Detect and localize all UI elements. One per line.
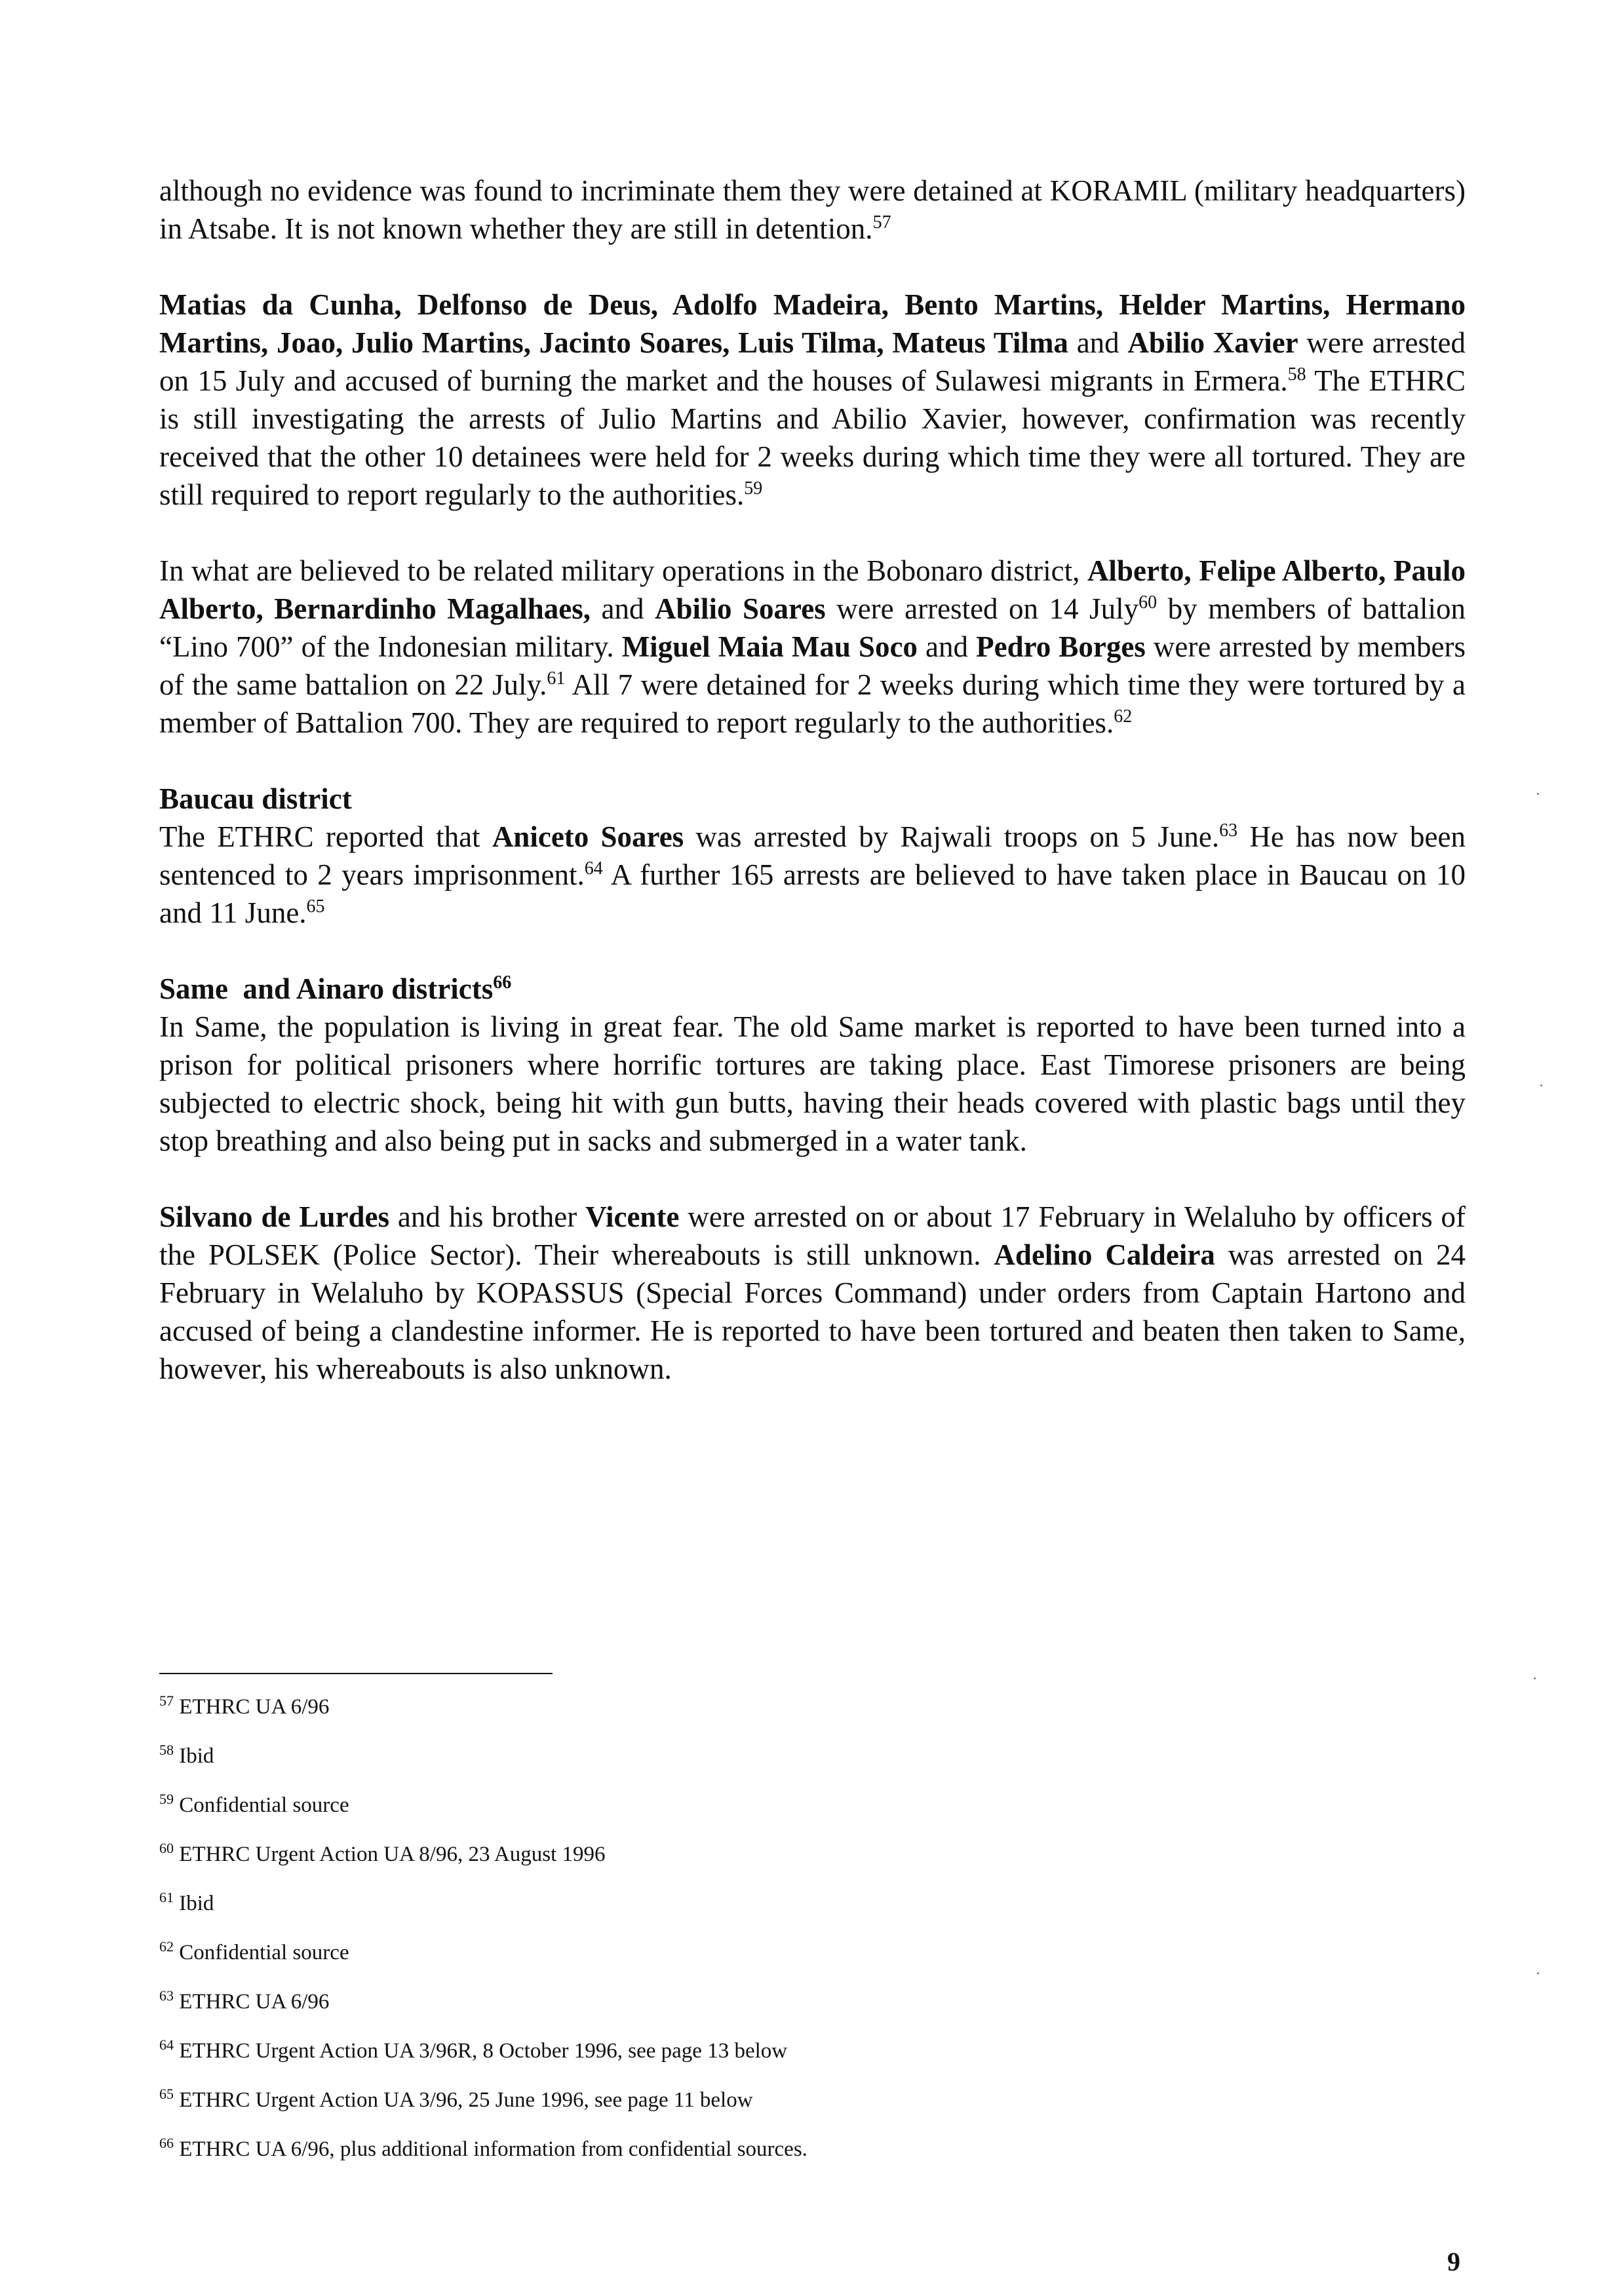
footnotes (159, 1683, 1466, 2174)
footnote-ref-63[interactable]: 63 (1219, 820, 1238, 841)
footnote-64 (159, 2027, 1466, 2076)
footnote-60 (159, 1830, 1466, 1879)
footnote-text: ETHRC Urgent Action UA 3/96R, 8 October 1996, see page 13 below (179, 2039, 788, 2063)
footnote-text: ETHRC UA 6/96 (179, 1695, 330, 1719)
footnote-57 (159, 1683, 1466, 1732)
paragraph-welaluho-arrests (159, 1198, 1466, 1388)
footnote-ref-57[interactable]: 57 (872, 212, 891, 233)
footnote-number: 60 (159, 1840, 174, 1856)
scan-speck (1537, 1972, 1539, 1974)
footnote-number: 62 (159, 1938, 174, 1955)
paragraph-atsabe-detention (159, 172, 1466, 248)
footnote-number: 65 (159, 2086, 174, 2102)
paragraph-text: and (1068, 326, 1128, 359)
paragraph-text: although no evidence was found to incriminate them they were detained at KORAMIL (military headquarters) in Atsabe. It is not known whether they are still in detention. (159, 174, 1466, 245)
footnote-66 (159, 2125, 1466, 2174)
detainee-name: Pedro Borges (976, 630, 1146, 663)
footnote-65 (159, 2076, 1466, 2125)
footnote-number: 66 (159, 2135, 174, 2151)
paragraph-text: All 7 were detained for 2 weeks during which time they were tortured by a member of Battalion 700. They are required to report regularly to the authorities. (159, 668, 1466, 739)
footnote-text: Ibid (179, 1892, 214, 1915)
paragraph-text: The ETHRC is still investigating the arrests of Julio Martins and Abilio Xavier, however, confirmation was recently received that the other 10 detainees were held for 2 weeks during which time they were all tortured. They are still required to report regularly to the authorities. (159, 364, 1466, 511)
detainee-names: Alberto, Felipe Alberto, Paulo Alberto, Bernardinho Magalhaes, (159, 554, 1466, 625)
paragraph-ermera-arrests (159, 286, 1466, 514)
footnote-text: Confidential source (179, 1941, 349, 1964)
footnote-number: 58 (159, 1742, 174, 1758)
detainee-name: Adelino Caldeira (994, 1238, 1215, 1271)
detainee-name: Silvano de Lurdes (159, 1200, 389, 1233)
footnote-text: ETHRC UA 6/96 (179, 1990, 330, 2014)
paragraph-text: were arrested on or about 17 February in Welaluho by officers of the POLSEK (Police Sector). Their whereabouts is still unknown. (159, 1200, 1466, 1271)
paragraph-text: were arrested on 15 July and accused of burning the market and the houses of Sulawesi migrants in Ermera. (159, 326, 1466, 397)
detainee-name: Vicente (585, 1200, 680, 1233)
scan-speck (1540, 1084, 1542, 1086)
paragraph-text: In what are believed to be related military operations in the Bobonaro district, (159, 554, 1087, 587)
footnote-text: ETHRC Urgent Action UA 8/96, 23 August 1996 (179, 1843, 606, 1866)
footnote-ref-66[interactable]: 66 (493, 972, 512, 993)
detainee-name: Aniceto Soares (492, 820, 684, 853)
footnote-58 (159, 1732, 1466, 1781)
section-heading-baucau: Baucau district (159, 782, 352, 815)
paragraph-text: by members of battalion “Lino 700” of the Indonesian military. (159, 592, 1466, 663)
paragraph-text: and (917, 630, 977, 663)
detainee-name: Abilio Soares (654, 592, 826, 625)
footnote-number: 63 (159, 1987, 174, 2004)
heading-text: Same and Ainaro districts (159, 972, 494, 1005)
footnote-number: 64 (159, 2037, 174, 2053)
section-heading-same-ainaro (159, 970, 1466, 1008)
footnote-63 (159, 1978, 1466, 2027)
detainee-name: Abilio Xavier (1127, 326, 1298, 359)
footnote-59 (159, 1781, 1466, 1830)
footnote-ref-58[interactable]: 58 (1287, 364, 1306, 385)
detainee-name: Miguel Maia Mau Soco (621, 630, 918, 663)
paragraph-bobonaro-operations (159, 552, 1466, 742)
paragraph-same: In Same, the population is living in great fear. The old Same market is reported to have been turned into a prison for political prisoners where horrific tortures are taking place. East Timorese prisoners are being subjected to electric shock, being hit with gun butts, having their heads covered with plastic bags until they stop breathing and also being put in sacks and submerged in a water tank. (159, 1010, 1466, 1157)
paragraph-text: were arrested on 14 July (825, 592, 1139, 625)
footnote-62 (159, 1928, 1466, 1978)
footnote-separator (159, 1673, 553, 1674)
footnote-number: 61 (159, 1889, 174, 1905)
paragraph-text: and his brother (389, 1200, 586, 1233)
paragraph-text: The ETHRC reported that (159, 820, 492, 853)
paragraph-text: were arrested by members of the same battalion on 22 July. (159, 630, 1466, 701)
footnote-text: Ibid (179, 1744, 214, 1768)
paragraph-text: A further 165 arrests are believed to have taken place in Baucau on 10 and 11 June. (159, 858, 1466, 929)
footnote-number: 57 (159, 1693, 174, 1709)
page-number: 9 (1447, 2247, 1460, 2276)
paragraph-baucau (159, 818, 1466, 932)
scan-speck (1537, 793, 1539, 795)
paragraph-text: He has now been sentenced to 2 years imprisonment. (159, 820, 1466, 891)
footnote-number: 59 (159, 1791, 174, 1807)
footnote-ref-60[interactable]: 60 (1138, 592, 1158, 613)
footnote-ref-64[interactable]: 64 (584, 858, 603, 879)
footnote-text: ETHRC Urgent Action UA 3/96, 25 June 1996, see page 11 below (179, 2088, 753, 2112)
footnote-ref-62[interactable]: 62 (1114, 706, 1133, 727)
paragraph-text: was arrested on 24 February in Welaluho by KOPASSUS (Special Forces Command) under orders from Captain Hartono and accused of being a clandestine informer. He is reported to have been tortured and beaten then taken to Same, however, his whereabouts is also unknown. (159, 1238, 1466, 1385)
footnote-ref-59[interactable]: 59 (744, 478, 763, 499)
footnote-text: ETHRC UA 6/96, plus additional information from confidential sources. (179, 2137, 808, 2161)
footnote-text: Confidential source (179, 1793, 349, 1817)
paragraph-text: was arrested by Rajwali troops on 5 June. (684, 820, 1220, 853)
footnote-ref-65[interactable]: 65 (306, 896, 325, 917)
scan-speck (1534, 1677, 1536, 1679)
detainee-names: Matias da Cunha, Delfonso de Deus, Adolfo Madeira, Bento Martins, Helder Martins, Hermano Martins, Joao, Julio Martins, Jacinto Soares, Luis Tilma, Mateus Tilma (159, 288, 1466, 359)
footnote-61 (159, 1879, 1466, 1928)
paragraph-text: and (591, 592, 655, 625)
body-text (159, 172, 1466, 1388)
footnote-ref-61[interactable]: 61 (547, 668, 566, 689)
